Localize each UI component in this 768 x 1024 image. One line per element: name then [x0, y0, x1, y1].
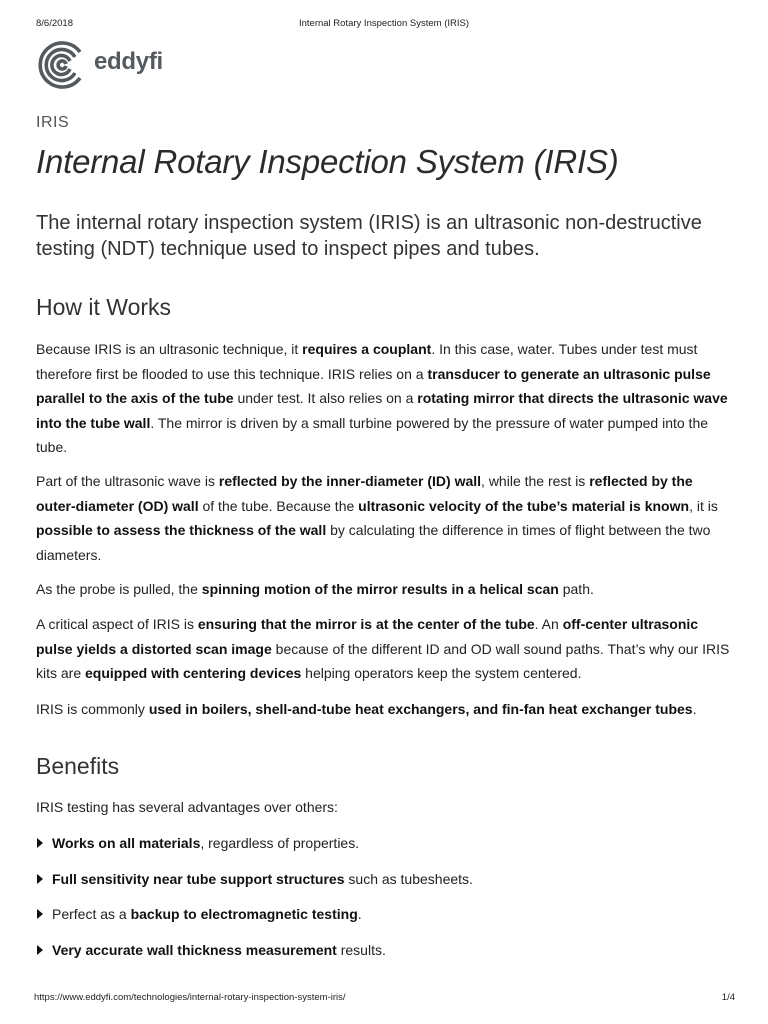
emphasis-text: ensuring that the mirror is at the center of the tube: [197, 616, 535, 632]
section-heading-how-it-works: How it Works: [36, 294, 172, 320]
print-header: [0, 18, 768, 32]
lead-paragraph: The internal rotary inspection system (IRIS) is an ultrasonic non-destructive testing (NDT) technique used to inspect pipes and tubes.: [36, 212, 702, 260]
emphasis-text: requires a couplant: [302, 341, 432, 357]
caret-right-icon: [36, 945, 44, 955]
emphasis-text: Works on all materials: [52, 835, 201, 851]
how-it-works-paragraph-4: A critical aspect of IRIS is ensuring that the mirror is at the center of the tube. An off-center ultrasonic pulse yields a distorted scan image because of the different ID and OD wall sound paths. That’s why our IRIS kits are equipped with centering devices helping operators keep the system centered.: [36, 616, 730, 681]
logo-wordmark: eddyfi: [94, 48, 163, 75]
benefit-text: Full sensitivity near tube support structures such as tubesheets.: [52, 870, 473, 887]
emphasis-text: backup to electromagnetic testing: [130, 906, 358, 923]
page-url[interactable]: https://www.eddyfi.com/technologies/internal-rotary-inspection-system-iris/: [34, 992, 346, 1003]
caret-right-icon: [36, 838, 44, 848]
breadcrumb[interactable]: IRIS: [36, 114, 70, 131]
emphasis-text: off-center ultrasonic pulse yields a distorted scan image: [36, 616, 699, 657]
emphasis-text: reflected by the inner-diameter (ID) wall: [218, 473, 482, 489]
emphasis-text: equipped with centering devices: [85, 665, 302, 681]
list-item: [36, 902, 736, 926]
emphasis-text: rotating mirror that directs the ultrasonic wave into the tube wall: [36, 390, 728, 431]
site-logo[interactable]: [36, 40, 163, 90]
print-document-title: Internal Rotary Inspection System (IRIS): [298, 18, 469, 29]
caret-right-icon: [36, 909, 44, 919]
emphasis-text: Very accurate wall thickness measurement: [52, 942, 337, 959]
list-item: [36, 938, 736, 962]
benefit-text: Very accurate wall thickness measurement results.: [52, 942, 386, 959]
benefits-list: [36, 831, 736, 974]
benefit-text: Perfect as a backup to electromagnetic testing.: [52, 906, 362, 923]
page-title: Internal Rotary Inspection System (IRIS): [36, 143, 619, 180]
print-date: 8/6/2018: [36, 18, 73, 29]
how-it-works-paragraph-1: Because IRIS is an ultrasonic technique, it requires a couplant. In this case, water. Tubes under test must therefore first be flooded to use this technique. IRIS relies on a transducer to generate an ultrasonic pulse parallel to the axis of the tube under test. It also relies on a rotating mirror that directs the ultrasonic wave into the tube wall. The mirror is driven by a small turbine powered by the pressure of water pumped into the tube.: [36, 341, 728, 455]
how-it-works-paragraph-5: IRIS is commonly used in boilers, shell-and-tube heat exchangers, and fin-fan heat exchanger tubes.: [36, 701, 697, 717]
emphasis-text: possible to assess the thickness of the wall: [36, 522, 327, 538]
page-number: 1/4: [721, 992, 735, 1003]
how-it-works-paragraph-3: As the probe is pulled, the spinning motion of the mirror results in a helical scan path.: [36, 581, 594, 597]
list-item: [36, 867, 736, 891]
benefits-intro: IRIS testing has several advantages over others:: [36, 799, 338, 815]
emphasis-text: reflected by the outer-diameter (OD) wall: [36, 473, 693, 514]
emphasis-text: spinning motion of the mirror results in a helical scan: [201, 581, 559, 597]
list-item: [36, 831, 736, 855]
print-footer: [0, 992, 768, 1006]
benefit-text: Works on all materials, regardless of properties.: [52, 835, 360, 851]
eddyfi-swirl-logo-icon: [36, 40, 88, 90]
emphasis-text: transducer to generate an ultrasonic pulse parallel to the axis of the tube: [36, 365, 711, 406]
how-it-works-paragraph-2: Part of the ultrasonic wave is reflected by the inner-diameter (ID) wall, while the rest is reflected by the outer-diameter (OD) wall of the tube. Because the ultrasonic velocity of the tube’s material is known, it is possible to assess the thickness of the wall by calculating the difference in times of flight between the two diameters.: [36, 473, 718, 563]
emphasis-text: used in boilers, shell-and-tube heat exchangers, and fin-fan heat exchanger tubes: [148, 701, 693, 717]
section-heading-benefits: Benefits: [36, 753, 120, 779]
caret-right-icon: [36, 874, 44, 884]
emphasis-text: Full sensitivity near tube support structures: [52, 870, 345, 887]
emphasis-text: ultrasonic velocity of the tube’s material is known: [358, 497, 690, 514]
